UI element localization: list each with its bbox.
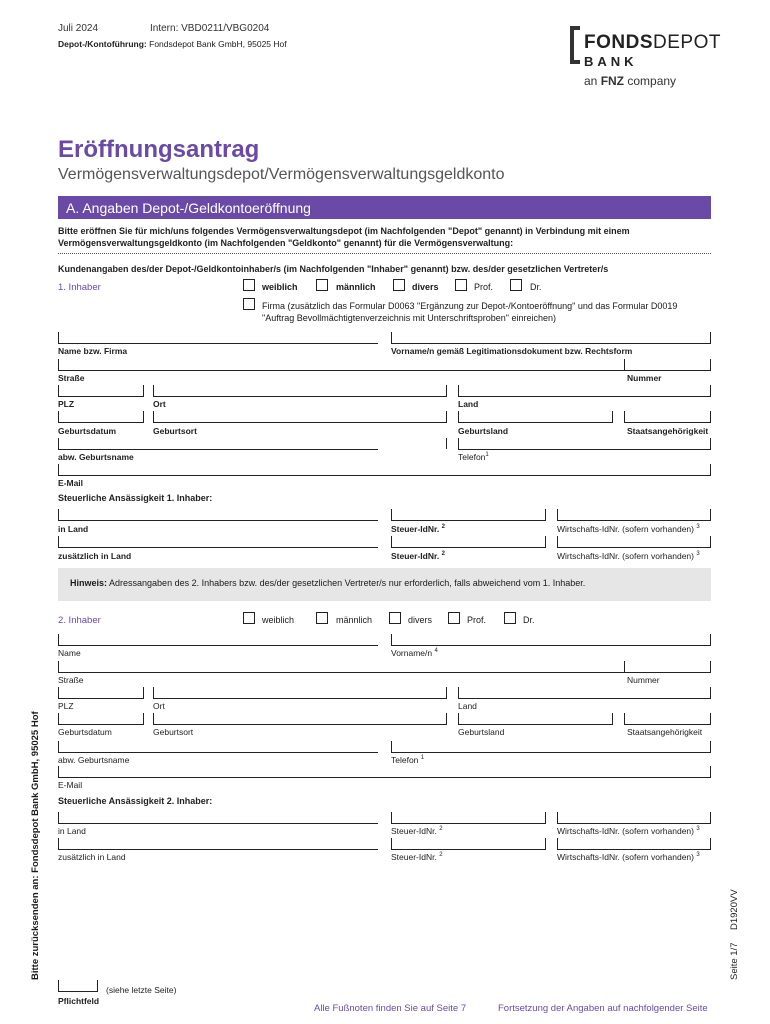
field-tick [58,464,59,475]
field-tick [710,838,711,849]
field-tick [710,766,711,777]
field-tick [58,713,59,724]
label-ort: Ort [153,399,166,409]
field-tick [58,359,59,370]
label-geburtsland-2: Geburtsland [458,727,505,737]
field-tick [58,980,59,991]
logo-bracket [570,26,580,64]
field-tick [545,812,546,823]
internal-code: Intern: VBD0211/VBG0204 [150,23,270,34]
telefon-field-2[interactable] [391,752,711,753]
checkbox-dr-1[interactable] [510,279,522,291]
depot-value: Fondsdepot Bank GmbH, 95025 Hof [149,39,287,49]
label-email: E-Mail [58,478,84,488]
field-tick [446,687,447,698]
footnote-hint: (siehe letzte Seite) [106,985,177,995]
field-tick [710,464,711,475]
checkbox-maennlich-1[interactable] [316,279,328,291]
label-plz-2: PLZ [58,701,74,711]
field-tick [391,838,392,849]
field-tick [545,838,546,849]
label-staatsangehoerigkeit: Staatsangehörigkeit [627,426,709,436]
label-nummer: Nummer [627,373,662,383]
field-tick [446,411,447,422]
tax-residence-heading-2: Steuerliche Ansässigkeit 2. Inhaber: [58,796,213,806]
label-dr-1: Dr. [530,282,542,292]
tax-id-extra-field[interactable] [391,547,546,548]
label-plz: PLZ [58,399,75,409]
depot-management [58,39,287,49]
field-tick [391,332,392,343]
label-geburtsort: Geburtsort [153,426,197,436]
economic-id-field[interactable] [557,520,711,521]
field-tick [458,411,459,422]
field-tick [710,687,711,698]
label-geburtsort-2: Geburtsort [153,727,194,737]
checkbox-divers-1[interactable] [393,279,405,291]
field-tick [557,838,558,849]
plz-field[interactable] [58,396,144,397]
field-tick [58,411,59,422]
footnotes-link[interactable]: Alle Fußnoten finden Sie auf Seite 7 [314,1003,467,1014]
tax-id-extra-field-2[interactable] [391,849,546,850]
field-tick [58,634,59,645]
label-staatsangehoerigkeit-2: Staatsangehörigkeit [627,727,703,737]
abw-geburtsname-field-2[interactable] [58,752,378,753]
field-tick [143,411,144,422]
plz-field-2[interactable] [58,698,144,699]
label-nummer-2: Nummer [627,675,660,685]
staatsangehoerigkeit-field-2[interactable] [624,724,711,725]
field-tick [391,536,392,547]
field-tick [143,713,144,724]
field-tick [710,411,711,422]
field-tick [458,713,459,724]
dotted-divider [58,253,711,254]
intro-text: Bitte eröffnen Sie für mich/uns folgendes Vermögensverwaltungsdepot (im Nachfolgenden "Depot" genannt) in Verbindung mit einem Vermögensverwaltungsgeldkonto (im Nachfolgenden "Geldkonto" genannt) für die Vermögensverwaltung: [58,226,630,248]
label-divers-1: divers [412,282,439,292]
page-subtitle: Vermögensverwaltungsdepot/Vermögensverwaltungsgeldkonto [58,166,505,183]
customer-data-heading: Kundenangaben des/der Depot-/Geldkontoinhaber/s (im Nachfolgenden "Inhaber" genannt) bzw. des/der gesetzlichen Vertreter/s [58,264,609,274]
email-field[interactable] [58,475,711,476]
land-field[interactable] [458,396,711,397]
field-tick [624,661,625,672]
field-tick [557,536,558,547]
label-ort-2: Ort [153,701,165,711]
field-tick [624,411,625,422]
label-geburtsdatum-2: Geburtsdatum [58,727,112,737]
label-weiblich-2: weiblich [262,615,295,625]
page-title: Eröffnungsantrag [58,136,260,163]
checkbox-weiblich-1[interactable] [243,279,255,291]
label-vorname-2: Vorname/n $^4$ [391,648,438,658]
hint-box: Hinweis: Adressangaben des 2. Inhabers bzw. des/der gesetzlichen Vertreter/s nur erforderlich, falls abweichend vom 1. Inhaber. [58,568,711,601]
field-tick [153,385,154,396]
geburtsort-field[interactable] [153,422,447,423]
tax-country-extra-field-2[interactable] [58,849,378,850]
field-tick [58,661,59,672]
abw-geburtsname-field[interactable] [58,449,378,450]
tax-country-extra-field[interactable] [58,547,378,548]
field-tick [710,536,711,547]
label-in-land: in Land [58,524,89,534]
field-tick [710,812,711,823]
tax-country-field[interactable] [58,520,378,521]
field-tick [58,812,59,823]
logo-line-2: BANK [584,54,638,69]
field-tick [143,687,144,698]
strasse-field[interactable] [58,370,711,371]
economic-id-extra-field[interactable] [557,547,711,548]
label-strasse: Straße [58,373,85,383]
label-maennlich-2: männlich [336,615,373,625]
label-wirtschafts-id-2: Wirtschafts-IdNr. (sofern vorhanden) $^3$ [557,826,700,836]
geburtsort-field-2[interactable] [153,724,447,725]
geburtsdatum-field[interactable] [58,422,144,423]
tax-residence-heading-1: Steuerliche Ansässigkeit 1. Inhaber: [58,493,213,503]
label-wirtschafts-id-extra-2: Wirtschafts-IdNr. (sofern vorhanden) $^3$ [557,852,700,862]
field-tick [710,332,711,343]
tax-country-field-2[interactable] [58,823,378,824]
staatsangehoerigkeit-field[interactable] [624,422,711,423]
field-tick [153,713,154,724]
field-tick [624,713,625,724]
label-geburtsdatum: Geburtsdatum [58,426,117,436]
tax-id-field-2[interactable] [391,823,546,824]
field-tick [391,741,392,752]
label-name-2: Name [58,648,81,658]
field-tick [58,385,59,396]
depot-label: Depot-/Kontoführung: [58,39,147,49]
geburtsland-field[interactable] [458,422,613,423]
economic-id-extra-field-2[interactable] [557,849,711,850]
tax-id-field[interactable] [391,520,546,521]
label-steuer-id-extra: Steuer-IdNr. $^2$ [391,551,445,561]
return-address-vertical: Bitte zurücksenden an: Fondsdepot Bank GmbH, 95025 Hof [30,711,41,980]
form-code-vertical: D1920VV [729,889,740,930]
vorname-field[interactable] [391,343,711,344]
vorname-field-2[interactable] [391,645,711,646]
field-tick [612,411,613,422]
land-field-2[interactable] [458,698,711,699]
label-land-2: Land [458,701,477,711]
checkbox-prof-1[interactable] [455,279,467,291]
field-tick [545,509,546,520]
field-tick [58,509,59,520]
name-field-2[interactable] [58,645,378,646]
field-tick [710,661,711,672]
label-zusaetzlich: zusätzlich in Land [58,551,132,561]
field-tick [97,980,98,991]
document-date: Juli 2024 [58,23,99,34]
label-wirtschafts-id-extra: Wirtschafts-IdNr. (sofern vorhanden) $^3$ [557,551,700,561]
field-tick [391,634,392,645]
fondsdepot-bank-logo [570,22,720,92]
field-tick [446,385,447,396]
field-tick [458,385,459,396]
field-tick [58,766,59,777]
label-vorname: Vorname/n gemäß Legitimationsdokument bzw. Rechtsform [391,346,633,356]
checkbox-firma[interactable] [243,298,255,310]
label-prof-2: Prof. [467,615,487,625]
field-tick [624,359,625,370]
label-maennlich-1: männlich [336,282,376,292]
checkbox-divers-2[interactable] [389,612,401,624]
label-email-2: E-Mail [58,780,83,790]
field-tick [710,634,711,645]
label-prof-1: Prof. [474,282,494,292]
field-tick [557,812,558,823]
geburtsland-field-2[interactable] [458,724,613,725]
label-telefon: Telefon$^1$ [458,452,489,462]
field-tick [557,509,558,520]
continuation-note: Fortsetzung der Angaben auf nachfolgender Seite [498,1003,708,1014]
name-field[interactable] [58,343,378,344]
field-tick [710,359,711,370]
field-tick [458,438,459,449]
label-dr-2: Dr. [523,615,535,625]
field-tick [143,385,144,396]
page-number-vertical: Seite 1/7 [729,942,740,980]
field-tick [58,838,59,849]
ort-field-2[interactable] [153,698,447,699]
label-abw-geburtsname: abw. Geburtsname [58,452,134,462]
holder-1-heading: 1. Inhaber [58,282,101,293]
logo-line-1: FONDSDEPOT [584,32,721,53]
checkbox-weiblich-2[interactable] [243,612,255,624]
field-tick [612,713,613,724]
section-a-header: A. Angaben Depot-/Geldkontoeröffnung [58,196,711,219]
field-tick [153,687,154,698]
field-tick [710,741,711,752]
geburtsdatum-field-2[interactable] [58,724,144,725]
telefon-field[interactable] [458,449,711,450]
field-tick [710,385,711,396]
label-wirtschafts-id: Wirtschafts-IdNr. (sofern vorhanden) $^3$ [557,524,700,534]
label-steuer-id-2: Steuer-IdNr. $^2$ [391,826,443,836]
field-tick [710,438,711,449]
field-tick [458,687,459,698]
field-tick [446,438,447,449]
checkbox-maennlich-2[interactable] [316,612,328,624]
field-tick [710,509,711,520]
pflichtfeld-sample-line [58,991,98,992]
field-tick [391,812,392,823]
economic-id-field-2[interactable] [557,823,711,824]
field-tick [58,687,59,698]
label-zusaetzlich-2: zusätzlich in Land [58,852,126,862]
field-tick [58,332,59,343]
label-divers-2: divers [408,615,433,625]
label-in-land-2: in Land [58,826,86,836]
field-tick [58,438,59,449]
field-tick [391,509,392,520]
checkbox-dr-2[interactable] [504,612,516,624]
email-field-2[interactable] [58,777,711,778]
logo-line-3: an FNZ company [584,74,677,88]
ort-field[interactable] [153,396,447,397]
label-abw-geburtsname-2: abw. Geburtsname [58,755,130,765]
label-steuer-id: Steuer-IdNr. $^2$ [391,524,445,534]
label-name-firma: Name bzw. Firma [58,346,128,356]
checkbox-prof-2[interactable] [448,612,460,624]
label-geburtsland: Geburtsland [458,426,509,436]
field-tick [545,536,546,547]
label-strasse-2: Straße [58,675,84,685]
label-weiblich-1: weiblich [262,282,298,292]
field-tick [58,741,59,752]
label-steuer-id-extra-2: Steuer-IdNr. $^2$ [391,852,443,862]
field-tick [58,536,59,547]
label-land: Land [458,399,479,409]
strasse-field-2[interactable] [58,672,711,673]
pflichtfeld-label: Pflichtfeld [58,996,100,1006]
holder-2-heading: 2. Inhaber [58,615,101,626]
field-tick [153,411,154,422]
label-telefon-2: Telefon $^1$ [391,755,425,765]
field-tick [446,713,447,724]
label-firma: Firma (zusätzlich das Formular D0063 "Ergänzung zur Depot-/Kontoeröffnung" und das Formular D0019 "Auftrag Bevollmächtigtenverzeichnis mit Unterschriftsproben" einreichen) [262,301,678,323]
field-tick [710,713,711,724]
